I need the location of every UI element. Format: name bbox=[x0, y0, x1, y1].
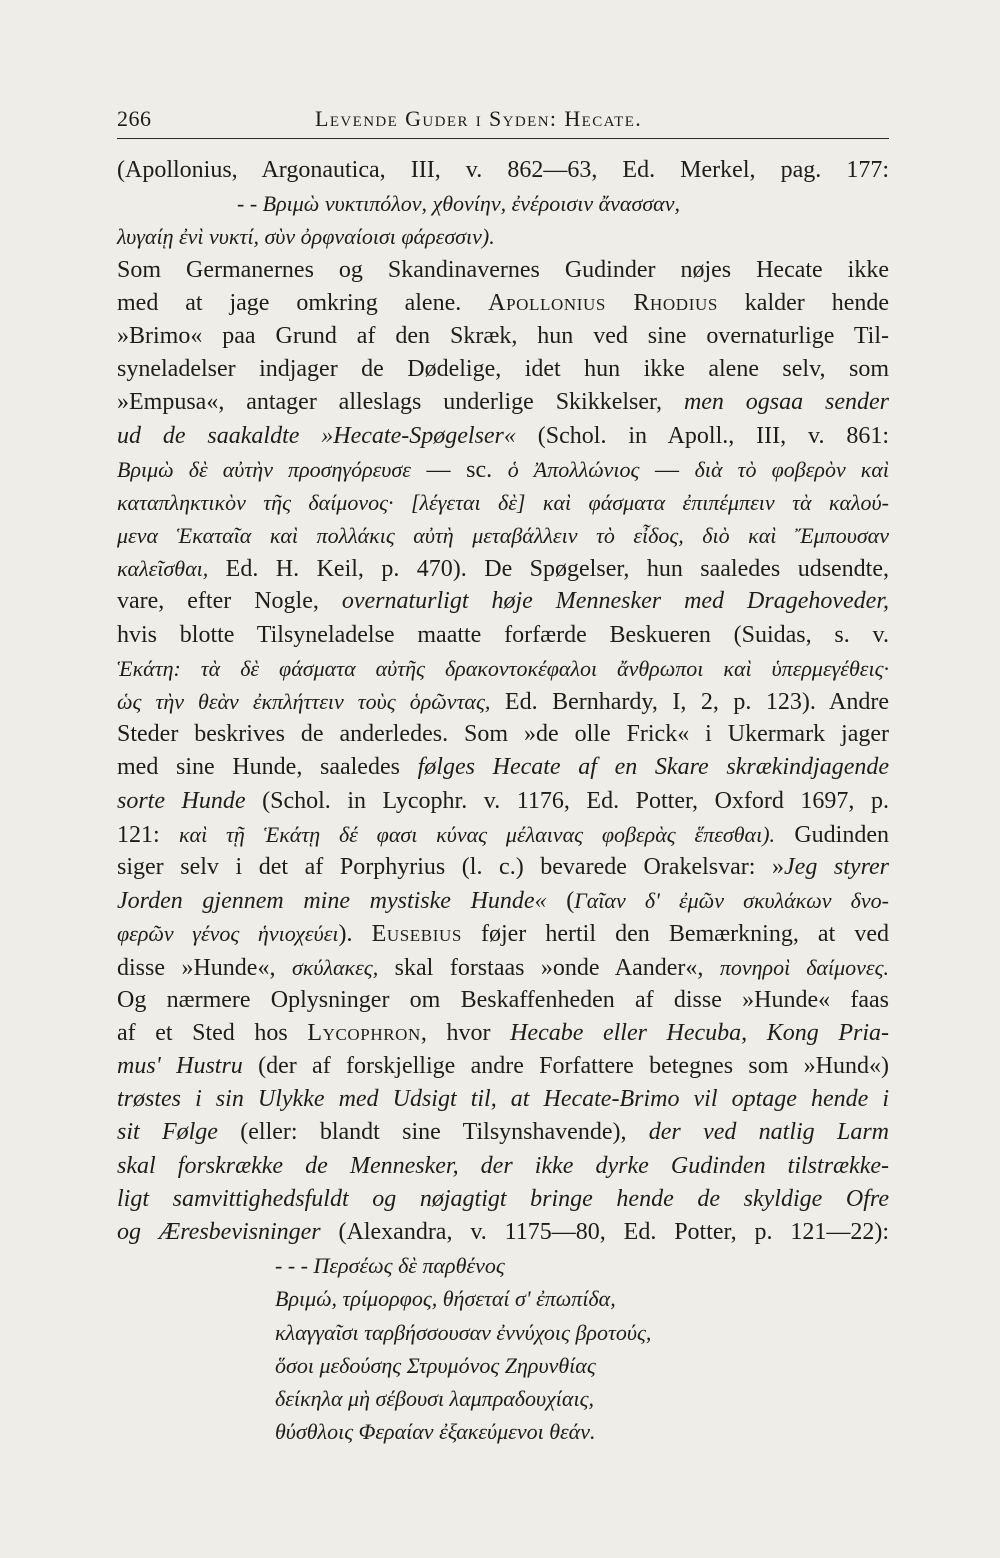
page-body-text bbox=[117, 154, 889, 1448]
text-segment: ( bbox=[546, 888, 575, 915]
text-line bbox=[117, 1415, 889, 1448]
text-segment: Ed. Bernhardy, I, 2, p. 123). Andre bbox=[490, 689, 889, 715]
greek-text: Ἑκάτη: τὰ δὲ φάσματα αὐτῆς δρακοντοκέφαλοι ἄνθρωποι καὶ ὑπερμεγέθεις· bbox=[117, 655, 889, 681]
greek-text: ὡς τὴν θεὰν ἐκπλήττειν τοὺς ὁρῶντας, bbox=[117, 689, 491, 714]
text-line bbox=[117, 718, 889, 751]
italic-text: der ved natlig Larm bbox=[648, 1119, 890, 1146]
text-line bbox=[117, 353, 889, 386]
text-segment: Steder beskrives de anderledes. Som »de olle Frick« i Ukermark jager bbox=[117, 721, 889, 748]
text-segment: syneladelser indjager de Dødelige, idet hun ikke alene selv, som bbox=[117, 356, 889, 383]
text-line bbox=[117, 1382, 889, 1415]
text-line bbox=[117, 917, 889, 950]
text-segment: — bbox=[639, 456, 695, 483]
greek-text: Γαῖαν δ' ἐμῶν σκυλάκων δνο- bbox=[574, 888, 890, 914]
italic-text: men ogsaa sender bbox=[683, 389, 889, 416]
running-title: Levende Guder i Syden: Hecate. bbox=[315, 106, 643, 131]
greek-text: λυγαίῃ ἐνὶ νυκτί, σὺν ὀρφναίοισι φάρεσσιν). bbox=[117, 224, 495, 250]
italic-text: følges Hecate af en Skare skrækindjagende bbox=[417, 754, 889, 781]
text-segment: (der af forskjellige andre Forfattere betegnes som »Hund«) bbox=[242, 1053, 890, 1080]
text-segment: (Schol. in Apoll., III, v. 861: bbox=[515, 422, 889, 449]
text-segment: (Schol. in Lycophr. v. 1176, Ed. Potter, Oxford 1697, p. bbox=[245, 787, 889, 814]
italic-text: overnaturligt høje Mennesker med Dragehoveder, bbox=[341, 588, 889, 615]
text-segment: siger selv i det af Porphyrius (l. c.) bevarede Orakelsvar: » bbox=[117, 853, 785, 880]
text-segment: 121: bbox=[117, 821, 179, 848]
text-line bbox=[117, 1083, 889, 1116]
text-line bbox=[117, 519, 889, 552]
greek-text: καὶ τῇ Ἑκάτῃ δέ φασι κύνας μέλαινας φοβερὰς ἕπεσθαι). bbox=[179, 821, 776, 847]
text-segment: Gudinden bbox=[775, 821, 890, 848]
text-line bbox=[117, 619, 889, 652]
italic-text: ligt samvittighedsfuldt og nøjagtigt bringe hende de skyldige Ofre bbox=[117, 1185, 889, 1212]
text-line bbox=[117, 1349, 889, 1382]
text-line bbox=[117, 1282, 889, 1315]
text-line bbox=[117, 818, 889, 851]
text-segment: (Alexandra, v. 1175—80, Ed. Potter, p. 121—22): bbox=[320, 1219, 889, 1245]
italic-text: Hecabe eller Hecuba, Kong Pria- bbox=[510, 1019, 889, 1046]
italic-text: sorte Hunde bbox=[117, 787, 246, 814]
text-line bbox=[117, 1017, 889, 1050]
italic-text: mus' Hustru bbox=[117, 1053, 243, 1080]
greek-text: καταπληκτικὸν τῆς δαίμονος· [λέγεται δὲ] καὶ φάσματα ἐπιπέμπειν τὰ καλού- bbox=[117, 489, 889, 515]
text-segment: ). bbox=[338, 921, 372, 948]
text-line bbox=[117, 1116, 889, 1149]
text-line bbox=[117, 386, 889, 419]
text-segment: med sine Hunde, saaledes bbox=[117, 754, 418, 781]
text-line bbox=[117, 287, 889, 320]
greek-text: πονηροὶ δαίμονες. bbox=[719, 954, 889, 980]
greek-text: - - Βριμὼ νυκτιπόλον, χθονίην, ἐνέροισιν ἄνασσαν, bbox=[237, 191, 680, 217]
text-segment: — sc. bbox=[410, 456, 508, 483]
greek-text: ὅσοι μεδούσης Στρυμόνος Ζηρυνθίας bbox=[275, 1352, 596, 1378]
text-segment: disse »Hunde«, bbox=[117, 954, 292, 981]
text-line bbox=[117, 1183, 889, 1216]
small-caps-name: Lycophron bbox=[307, 1019, 421, 1046]
text-line bbox=[117, 652, 889, 685]
text-segment: føjer hertil den Bemærkning, at ved bbox=[461, 921, 889, 948]
italic-text: skal forskrække de Mennesker, der ikke dyrke Gudinden tilstrække- bbox=[117, 1152, 889, 1179]
text-line bbox=[117, 685, 889, 718]
greek-text: φερῶν γένος ἡνιοχεύει bbox=[117, 921, 339, 947]
text-line bbox=[117, 486, 889, 519]
text-segment: vare, efter Nogle, bbox=[117, 588, 342, 615]
text-line bbox=[117, 585, 889, 618]
text-line bbox=[117, 1150, 889, 1183]
text-segment: (eller: blandt sine Tilsynshavende), bbox=[217, 1119, 649, 1146]
text-line bbox=[117, 453, 889, 486]
text-segment: , hvor bbox=[420, 1019, 511, 1046]
small-caps-name: Eusebius bbox=[371, 921, 462, 948]
greek-text: διὰ τὸ φοβερὸν καὶ bbox=[694, 456, 890, 482]
text-line bbox=[117, 552, 889, 585]
text-segment: Og nærmere Oplysninger om Beskaffenheden af disse »Hunde« faas bbox=[117, 986, 889, 1013]
text-line bbox=[117, 1249, 889, 1282]
greek-text: θύσθλοις Φεραίαν ἐξακεύμενοι θεάν. bbox=[275, 1419, 596, 1445]
text-segment: hvis blotte Tilsyneladelse maatte forfærde Beskueren (Suidas, s. v. bbox=[117, 621, 889, 648]
small-caps-name: Apollonius Rhodius bbox=[488, 289, 718, 316]
text-line bbox=[117, 154, 889, 187]
greek-text: δείκηλα μὴ σέβουσι λαμπραδουχίαις, bbox=[275, 1385, 594, 1411]
italic-text: trøstes i sin Ulykke med Udsigt til, at Hecate-Brimo vil optage hende i bbox=[117, 1086, 889, 1113]
text-segment: »Empusa«, antager alleslags underlige Skikkelser, bbox=[117, 389, 684, 416]
text-line bbox=[117, 187, 889, 220]
text-segment: Som Germanernes og Skandinavernes Gudinder nøjes Hecate ikke bbox=[117, 256, 889, 283]
greek-text: σκύλακες, bbox=[291, 954, 379, 980]
text-line bbox=[117, 420, 889, 453]
greek-text: Βριμὼ δὲ αὐτὴν προσηγόρευσε bbox=[117, 456, 411, 482]
running-header bbox=[117, 106, 889, 139]
text-line bbox=[117, 984, 889, 1017]
text-segment: skal forstaas »onde Aander«, bbox=[378, 954, 720, 981]
text-segment: »Brimo« paa Grund af den Skræk, hun ved sine overnaturlige Til- bbox=[117, 322, 889, 349]
italic-text: sit Følge bbox=[117, 1119, 218, 1146]
page-number: 266 bbox=[117, 106, 152, 131]
italic-text: og Æresbevisninger bbox=[117, 1219, 321, 1245]
italic-text: Jorden gjennem mine mystiske Hunde« bbox=[117, 888, 547, 915]
text-line bbox=[117, 1050, 889, 1083]
greek-text: - - - Περσέως δὲ παρθένος bbox=[275, 1253, 505, 1279]
text-segment: (Apollonius, Argonautica, III, v. 862—63, Ed. Merkel, pag. 177: bbox=[117, 157, 889, 183]
text-line bbox=[117, 320, 889, 353]
greek-text: ὁ Ἀπολλώνιος bbox=[507, 456, 640, 482]
italic-text: Jeg styrer bbox=[784, 853, 890, 880]
text-segment: med at jage omkring alene. bbox=[117, 289, 489, 316]
text-line bbox=[117, 785, 889, 818]
text-line bbox=[117, 884, 889, 917]
text-line bbox=[117, 851, 889, 884]
greek-text: μενα Ἑκαταῖα καὶ πολλάκις αὐτὴ μεταβάλλειν τὸ εἶδος, διὸ καὶ Ἔμπουσαν bbox=[117, 523, 889, 549]
text-line bbox=[117, 1316, 889, 1349]
italic-text: ud de saakaldte »Hecate-Spøgelser« bbox=[117, 422, 516, 449]
text-segment: kalder hende bbox=[717, 289, 889, 316]
text-segment: af et Sted hos bbox=[117, 1019, 308, 1046]
text-line bbox=[117, 220, 889, 253]
text-line bbox=[117, 1216, 889, 1249]
text-line bbox=[117, 751, 889, 784]
text-line bbox=[117, 951, 889, 984]
greek-text: καλεῖσθαι, bbox=[117, 556, 209, 582]
text-line bbox=[117, 254, 889, 287]
greek-text: Βριμώ, τρίμορφος, θήσεταί σ' ἐπωπίδα, bbox=[275, 1286, 616, 1312]
greek-text: κλαγγαῖσι ταρβήσσουσαν ἐννύχοις βροτούς, bbox=[275, 1319, 652, 1345]
text-segment: Ed. H. Keil, p. 470). De Spøgelser, hun saaledes udsendte, bbox=[208, 556, 889, 583]
